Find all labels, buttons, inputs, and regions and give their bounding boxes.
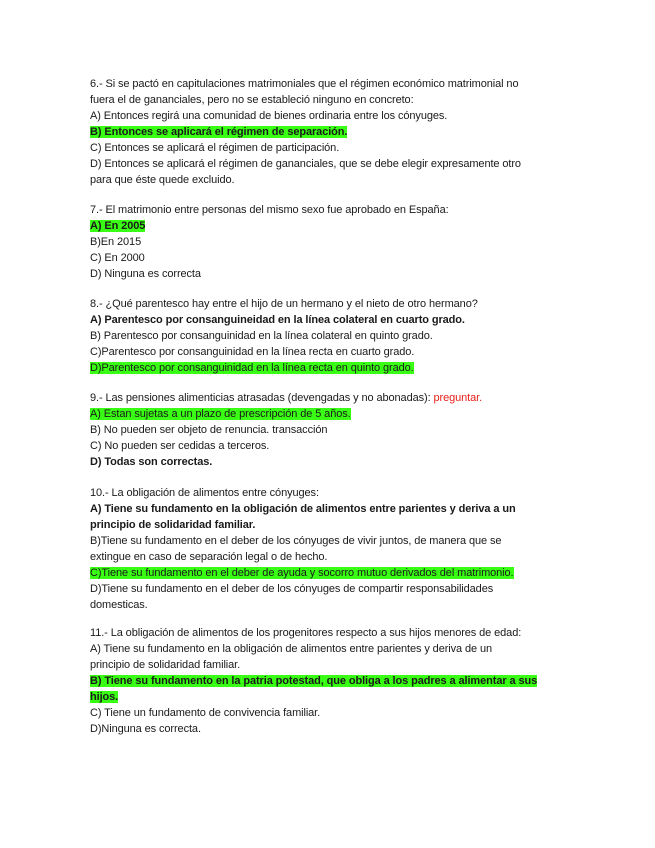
question-6-option-b-answer: B) Entonces se aplicará el régimen de separación. — [90, 126, 348, 138]
question-7-option-d: D) Ninguna es correcta — [90, 268, 201, 280]
question-10-text: 10.- La obligación de alimentos entre cónyuges: — [90, 487, 319, 499]
question-11-option-a-line-2: principio de solidaridad familiar. — [90, 659, 241, 671]
question-9-option-c: C) No pueden ser cedidas a terceros. — [90, 440, 270, 452]
question-8-option-c: C)Parentesco por consanguinidad en la línea recta en cuarto grado. — [90, 346, 415, 358]
question-8 — [90, 296, 570, 376]
question-11-text: 11.- La obligación de alimentos de los progenitores respecto a sus hijos menores de edad: — [90, 627, 522, 639]
question-10 — [90, 485, 570, 613]
question-7-option-c: C) En 2000 — [90, 252, 145, 264]
question-11-option-c: C) Tiene un fundamento de convivencia familiar. — [90, 707, 321, 719]
question-8-option-d-answer: D)Parentesco por consanguinidad en la línea recta en quinto grado. — [90, 362, 414, 374]
question-10-option-a-line-1: A) Tiene su fundamento en la obligación de alimentos entre parientes y deriva a un — [90, 503, 516, 515]
question-9-note: preguntar. — [433, 392, 483, 404]
question-11-option-a-line-1: A) Tiene su fundamento en la obligación de alimentos entre parientes y deriva de un — [90, 643, 493, 655]
question-6-option-c: C) Entonces se aplicará el régimen de participación. — [90, 142, 340, 154]
question-9-text: 9.- Las pensiones alimenticias atrasadas (devengadas y no abonadas): — [90, 392, 431, 404]
question-6-text-line-2: fuera el de gananciales, pero no se estableció ninguno en concreto: — [90, 94, 414, 106]
question-8-option-a: A) Parentesco por consanguineidad en la línea colateral en cuarto grado. — [90, 314, 465, 326]
question-8-option-b: B) Parentesco por consanguinidad en la línea colateral en quinto grado. — [90, 330, 433, 342]
question-7-option-a-answer: A) En 2005 — [90, 220, 146, 232]
question-10-option-c-answer: C)Tiene su fundamento en el deber de ayuda y socorro mutuo derivados del matrimonio. — [90, 567, 514, 579]
question-10-option-a-line-2: principio de solidaridad familiar. — [90, 519, 256, 531]
question-6-option-d-line-1: D) Entonces se aplicará el régimen de gananciales, que se debe elegir expresamente otro — [90, 158, 521, 170]
question-8-text: 8.- ¿Qué parentesco hay entre el hijo de un hermano y el nieto de otro hermano? — [90, 298, 478, 310]
question-10-option-d-line-2: domesticas. — [90, 599, 148, 611]
question-10-option-d-line-1: D)Tiene su fundamento en el deber de los cónyuges de compartir responsabilidades — [90, 583, 494, 595]
question-9-option-b: B) No pueden ser objeto de renuncia. transacción — [90, 424, 328, 436]
question-7-text: 7.- El matrimonio entre personas del mismo sexo fue aprobado en España: — [90, 204, 449, 216]
question-6 — [90, 76, 570, 188]
question-6-text-line-1: 6.- Si se pactó en capitulaciones matrimoniales que el régimen económico matrimonial no — [90, 78, 519, 90]
question-7-option-b: B)En 2015 — [90, 236, 142, 248]
question-9-option-a-answer: A) Estan sujetas a un plazo de prescripción de 5 años. — [90, 408, 351, 420]
question-6-option-a: A) Entonces regirá una comunidad de bienes ordinaria entre los cónyuges. — [90, 110, 448, 122]
question-9-option-d: D) Todas son correctas. — [90, 456, 213, 468]
question-10-option-b-line-2: extingue en caso de separación legal o de hecho. — [90, 551, 328, 563]
question-11-option-b-answer-line-2: hijos. — [90, 691, 119, 703]
question-11-option-b-answer-line-1: B) Tiene su fundamento en la patria potestad, que obliga a los padres a alimentar a sus — [90, 675, 538, 687]
question-6-option-d-line-2: para que éste quede excluido. — [90, 174, 235, 186]
question-9 — [90, 390, 570, 470]
question-11 — [90, 625, 570, 737]
question-11-option-d: D)Ninguna es correcta. — [90, 723, 201, 735]
question-7 — [90, 202, 570, 282]
question-10-option-b-line-1: B)Tiene su fundamento en el deber de los cónyuges de vivir juntos, de manera que se — [90, 535, 502, 547]
